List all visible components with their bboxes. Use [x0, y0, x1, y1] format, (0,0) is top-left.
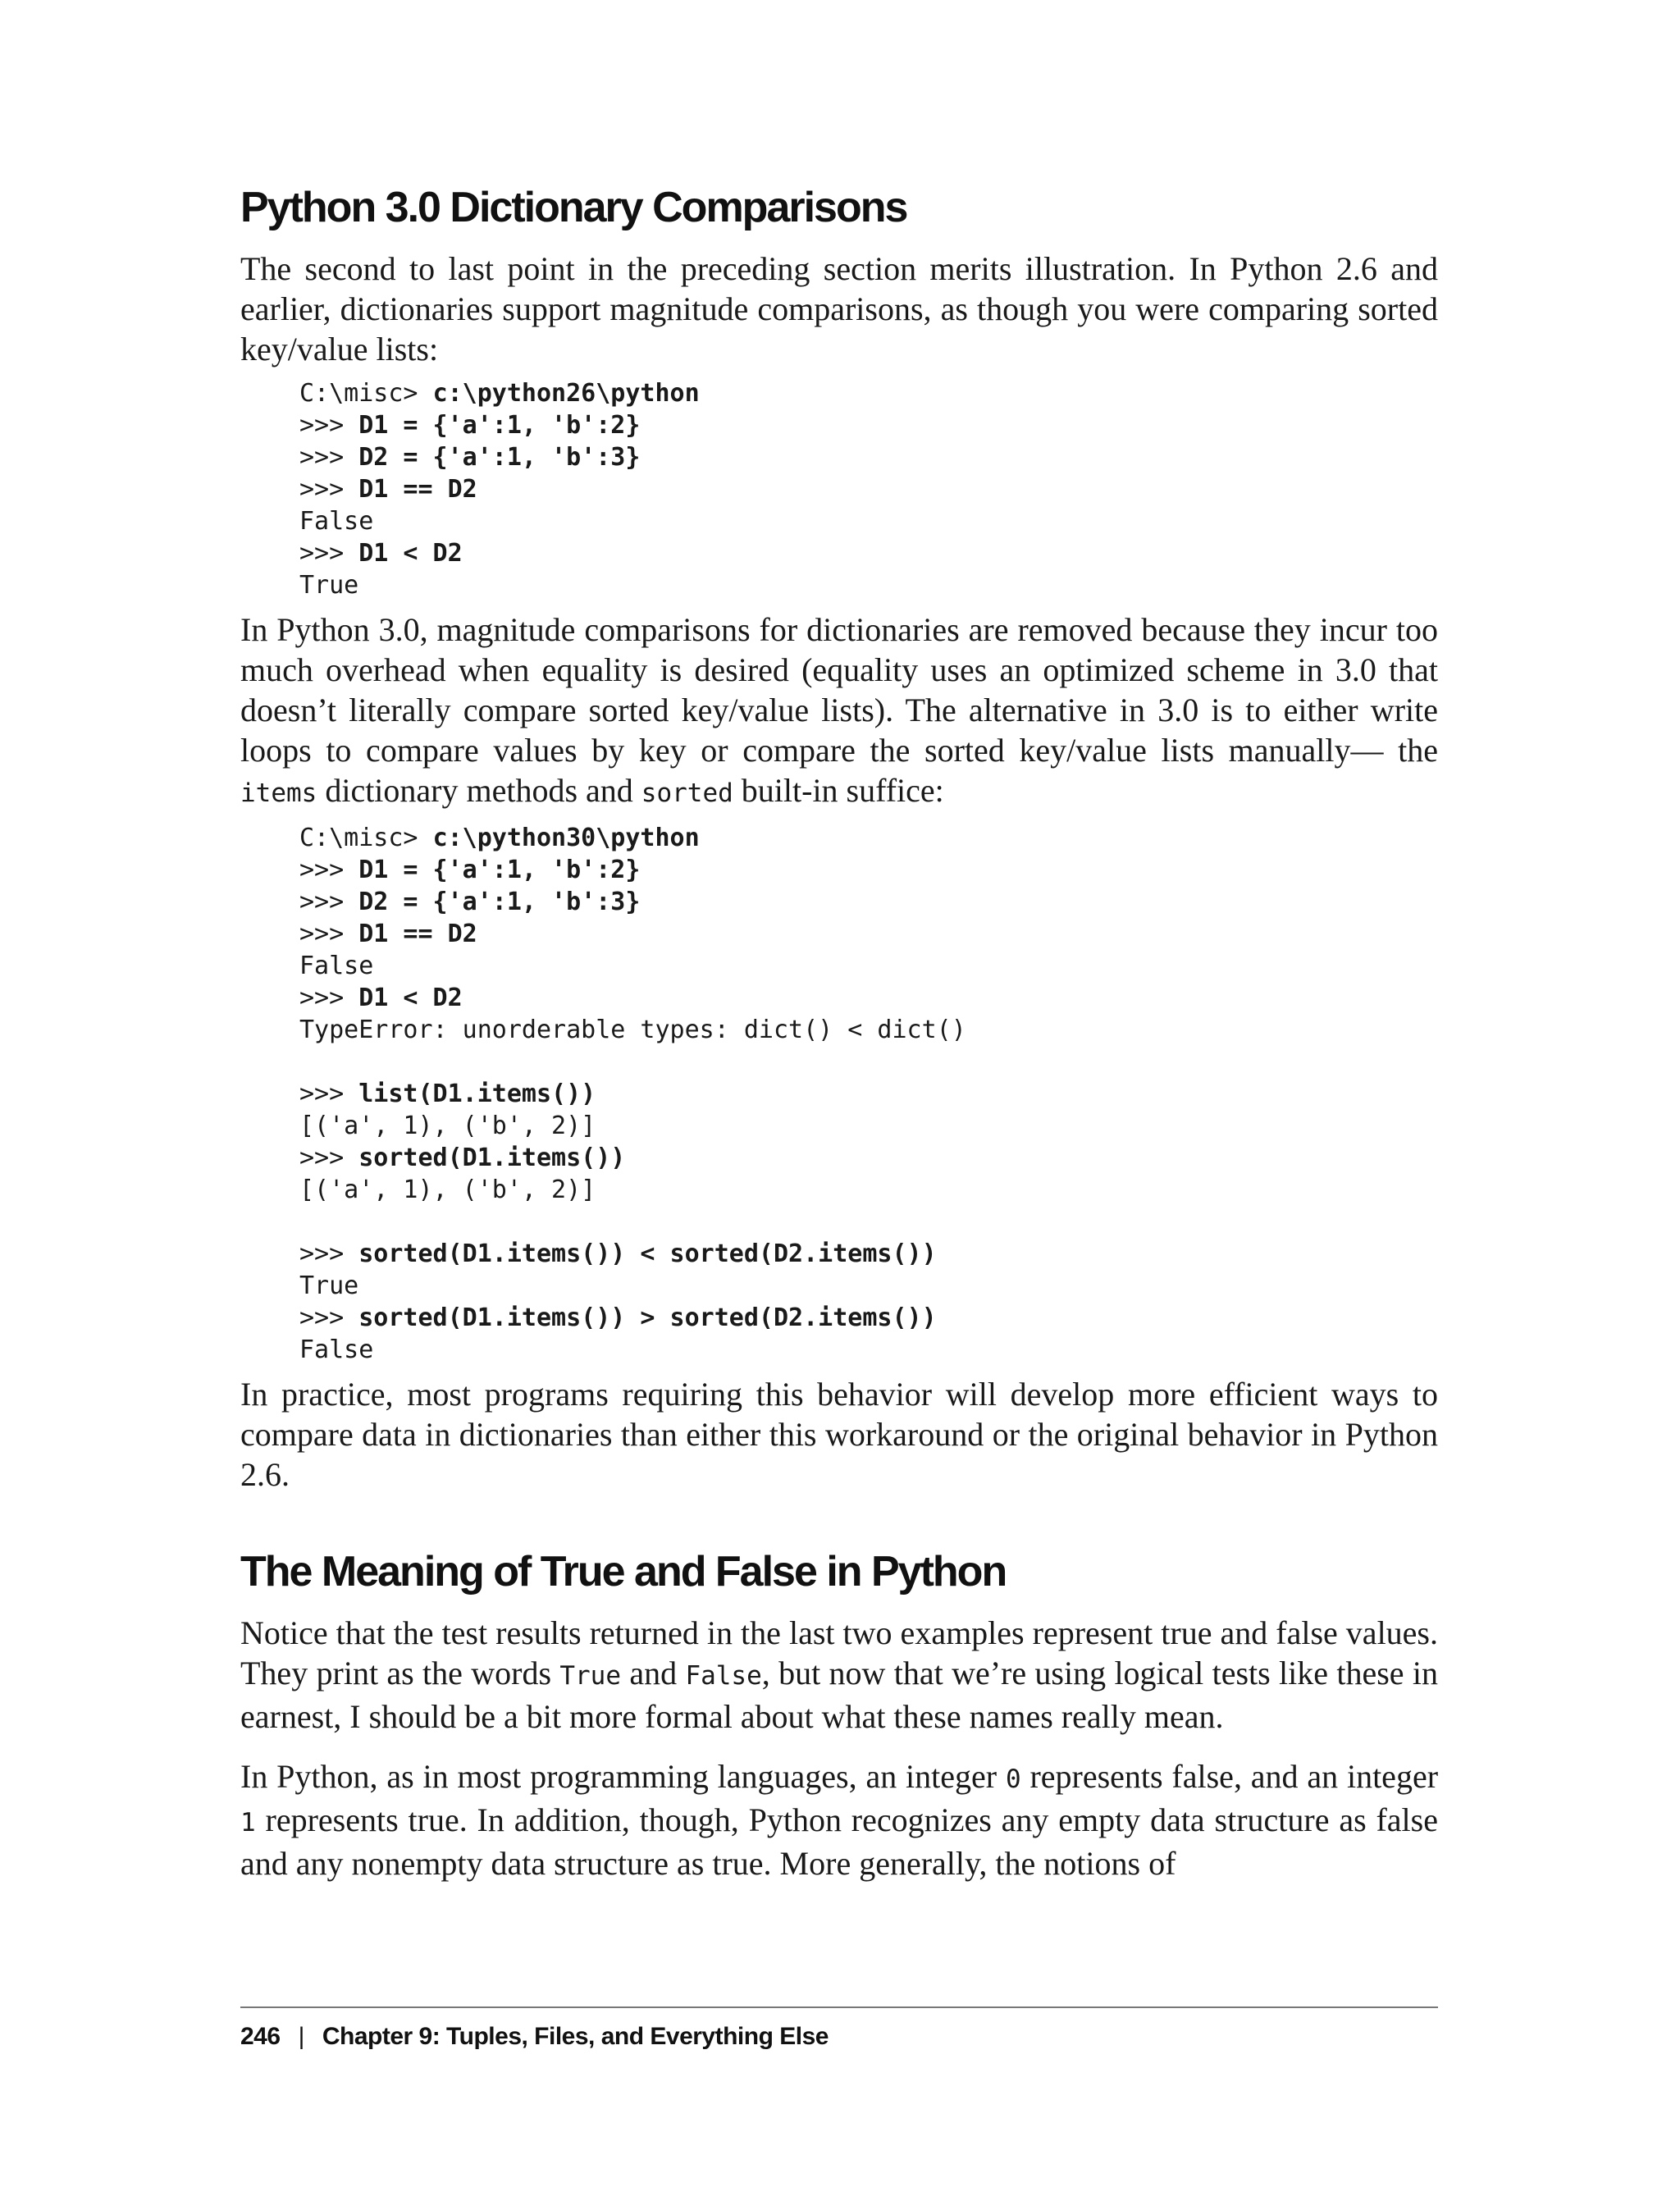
code-command: D2 = {'a':1, 'b':3} — [358, 888, 641, 916]
code-prompt: >>> — [299, 1239, 359, 1268]
paragraph-intro: The second to last point in the preceding section merits illustration. In Python 2.6 and earlier, dictionaries support magnitude comparisons, as though you were comparing sorted key/value lists: — [240, 250, 1438, 368]
code-command: D1 < D2 — [358, 984, 463, 1012]
code-line — [299, 409, 1438, 441]
inline-code-sorted: sorted — [641, 778, 733, 808]
code-block-python30 — [240, 814, 1438, 1374]
code-line — [299, 982, 1438, 1014]
code-line — [299, 1142, 1438, 1174]
code-prompt: >>> — [299, 539, 359, 568]
page-footer — [240, 2006, 1438, 2051]
code-line — [299, 377, 1438, 409]
code-prompt: >>> — [299, 920, 359, 948]
chapter-title: Chapter 9: Tuples, Files, and Everything Else — [322, 2023, 829, 2050]
code-command: D1 = {'a':1, 'b':2} — [358, 411, 641, 440]
code-prompt: >>> — [299, 856, 359, 884]
code-prompt: C:\misc> — [299, 379, 433, 408]
code-line — [299, 569, 1438, 601]
code-prompt: C:\misc> — [299, 824, 433, 852]
code-line — [299, 1078, 1438, 1110]
inline-code-one: 1 — [240, 1808, 256, 1838]
code-command: D1 = {'a':1, 'b':2} — [358, 856, 641, 884]
code-block-python26 — [240, 369, 1438, 609]
code-blank-line — [299, 1206, 1438, 1238]
inline-code-true: True — [559, 1661, 622, 1691]
code-line — [299, 537, 1438, 569]
section-heading-dictionary-comparisons: Python 3.0 Dictionary Comparisons — [240, 184, 907, 231]
paragraph-integers: In Python, as in most programming languages, an integer 0 represents false, and an integer 1 represents true. In addition, though, Python recognizes any empty data structure as false and any nonempty data structure as true. More generally, the notions of — [240, 1758, 1439, 1882]
code-line — [299, 886, 1438, 918]
code-command: D1 == D2 — [358, 920, 477, 948]
code-output: False — [299, 507, 374, 536]
code-output: False — [299, 1335, 374, 1364]
code-command: sorted(D1.items()) — [358, 1144, 626, 1172]
code-line — [299, 1334, 1438, 1366]
inline-code-items: items — [240, 778, 317, 808]
code-line — [299, 441, 1438, 473]
code-prompt: >>> — [299, 411, 359, 440]
code-command: sorted(D1.items()) > sorted(D2.items()) — [358, 1303, 937, 1332]
code-line — [299, 473, 1438, 505]
code-command: c:\python30\python — [432, 824, 700, 852]
paragraph-python30: In Python 3.0, magnitude comparisons for dictionaries are removed because they incur too much overhead when equality is desired (equality uses an optimized scheme in 3.0 that doesn’t literally compare sorted key/value lists). The alternative in 3.0 is to either write loops to compare values by key or compare the sorted key/value lists manually— the items dictionary methods and sorted built-in suffice: — [240, 611, 1438, 809]
paragraph-test-results: Notice that the test results returned in the last two examples represent true and false values. They print as the words True and False, but now that we’re using logical tests like these in earnest, I should be a bit more formal about what these names really mean. — [240, 1614, 1439, 1735]
code-line — [299, 505, 1438, 537]
code-line — [299, 1270, 1438, 1302]
paragraph-in-practice: In practice, most programs requiring this behavior will develop more efficient ways to compare data in dictionaries than either this workaround or the original behavior in Python 2.6. — [240, 1376, 1438, 1493]
code-prompt: >>> — [299, 984, 359, 1012]
page-number: 246 — [240, 2023, 281, 2050]
code-line — [299, 1238, 1438, 1270]
code-command: D2 = {'a':1, 'b':3} — [358, 443, 641, 472]
code-command: D1 < D2 — [358, 539, 463, 568]
code-line — [299, 918, 1438, 950]
code-line — [299, 1174, 1438, 1206]
code-prompt: >>> — [299, 1080, 359, 1108]
code-command: sorted(D1.items()) < sorted(D2.items()) — [358, 1239, 937, 1268]
footer-separator: | — [298, 2023, 304, 2050]
code-output: False — [299, 952, 374, 980]
code-line — [299, 1110, 1438, 1142]
code-prompt: >>> — [299, 1303, 359, 1332]
code-command: list(D1.items()) — [358, 1080, 596, 1108]
section-heading-true-false: The Meaning of True and False in Python — [240, 1548, 1007, 1596]
code-blank-line — [299, 1046, 1438, 1078]
code-prompt: >>> — [299, 475, 359, 504]
code-line — [299, 1014, 1438, 1046]
code-output: True — [299, 571, 359, 600]
code-prompt: >>> — [299, 888, 359, 916]
code-prompt: >>> — [299, 443, 359, 472]
page-content — [240, 176, 1438, 1883]
inline-code-zero: 0 — [1005, 1764, 1021, 1794]
code-output: [('a', 1), ('b', 2)] — [299, 1112, 596, 1140]
code-output: True — [299, 1271, 359, 1300]
code-prompt: >>> — [299, 1144, 359, 1172]
code-output: [('a', 1), ('b', 2)] — [299, 1176, 596, 1204]
code-output: TypeError: unorderable types: dict() < dict() — [299, 1016, 966, 1044]
code-line — [299, 822, 1438, 854]
inline-code-false: False — [685, 1661, 762, 1691]
code-line — [299, 854, 1438, 886]
code-line — [299, 1302, 1438, 1334]
code-line — [299, 950, 1438, 982]
code-command: c:\python26\python — [432, 379, 700, 408]
code-command: D1 == D2 — [358, 475, 477, 504]
